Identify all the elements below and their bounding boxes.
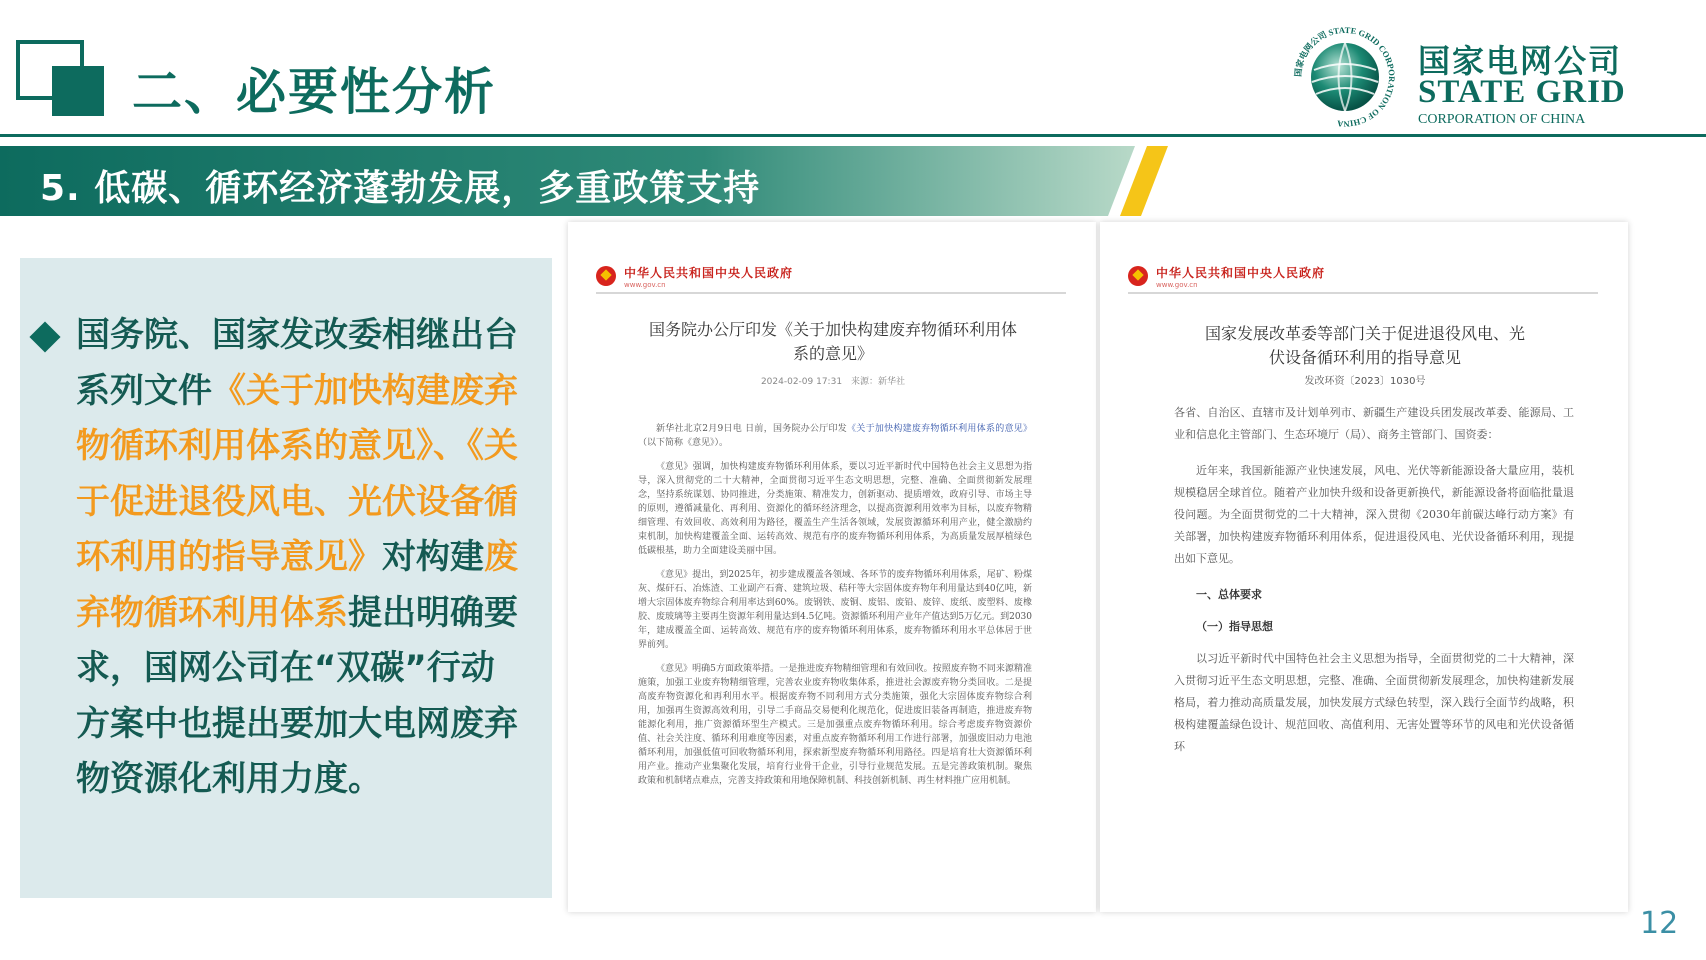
- document-title: [608, 318, 1058, 366]
- document-paragraph: （以下简称《意见》）。: [638, 438, 729, 448]
- document-paragraph: 各省、自治区、直辖市及计划单列市、新疆生产建设兵团发展改革委、能源局、工业和信息化主管部门、生态环境厅（局）、商务主管部门、国资委：: [1174, 406, 1574, 441]
- page-title: 二、必要性分析: [132, 63, 496, 121]
- gov-site-header: [596, 264, 1066, 294]
- document-screenshot-state-council: [568, 222, 1096, 912]
- document-heading: 一、总体要求: [1196, 588, 1262, 601]
- summary-highlight-system: 废弃物循环利用体系: [76, 537, 518, 633]
- title-corner-decoration-fill: [52, 66, 104, 116]
- gov-site-header: [1128, 264, 1598, 294]
- document-screenshot-ndrc: [1100, 222, 1628, 912]
- summary-text-segment: 国务院、国家发改委相继出台系列文件: [76, 315, 518, 411]
- document-title: [1140, 322, 1590, 370]
- document-link[interactable]: 《关于加快构建废弃物循环利用体系的意见》: [847, 424, 1032, 434]
- document-title-line: 系的意见》: [792, 344, 873, 363]
- national-emblem-icon: [1128, 266, 1148, 286]
- state-grid-logo: [1290, 18, 1670, 128]
- summary-text-segment: 提出明确要求，国网公司在“双碳”行动方案中也提出要加大电网废弃物资源化利用力度。: [76, 592, 518, 799]
- gov-site-url: www.gov.cn: [1156, 281, 1198, 289]
- document-meta: 2024-02-09 17:31 来源：新华社: [760, 377, 906, 387]
- document-paragraph: 近年来，我国新能源产业快速发展，风电、光伏等新能源设备大量应用，装机规模稳居全球首位。随着产业加快升级和设备更新换代，新能源设备将面临批量退役问题。为全面贯彻党的二十大精神，深入贯彻《2030年前碳达峰行动方案》有关部署，加快构建废弃物循环利用体系，促进退役风电、光伏设备循环利用，现提出如下意见。: [1174, 464, 1574, 565]
- logo-name-cn: 国家电网公司: [1418, 42, 1623, 80]
- document-paragraph: 《意见》提出，到2025年，初步建成覆盖各领域、各环节的废弃物循环利用体系，尾矿、粉煤灰、煤矸石、冶炼渣、工业副产石膏、建筑垃圾、秸秆等大宗固体废弃物年利用量达到40亿吨，新增大宗固体废弃物综合利用率达到60%。废钢铁、废铜、废铝、废铅、废锌、废纸、废塑料、废橡胶、废玻璃等主要再生资源年利用量达到4.5亿吨。资源循环利用产业年产值达到5万亿元。到2030年，建成覆盖全面、运转高效、规范有序的废弃物循环利用体系，废弃物循环利用水平总体居于世界前列。: [638, 570, 1032, 650]
- document-paragraph: 《意见》明确5方面政策举措。一是推进废弃物精细管理和有效回收。按照废弃物不同来源精准施策，加强工业废弃物精细管理，完善农业废弃物收集体系，推进社会源废弃物分类回收。二是提高废弃物资源化和再利用水平。根据废弃物不同利用方式分类施策，强化大宗固体废弃物综合利用，加强再生资源高效利用，引导二手商品交易便利化规范化，促进废旧装备再制造，推进废弃物能源化利用，推广资源循环型生产模式。三是加强重点废弃物循环利用。综合考虑废弃物资源价值、社会关注度、循环利用难度等因素，对重点废弃物循环利用工作进行部署，加强废旧动力电池循环利用，加强低值可回收物循环利用，探索新型废弃物循环利用路径。四是培育壮大资源循环利用产业。推动产业集聚化发展，培育行业骨干企业，引导行业规范发展。五是完善政策机制。聚焦政策和机制堵点难点，完善支持政策和用地保障机制、科技创新机制、再生材料推广应用机制。: [638, 664, 1032, 786]
- header-divider: [0, 134, 1706, 137]
- document-paragraph: 《意见》强调，加快构建废弃物循环利用体系，要以习近平新时代中国特色社会主义思想为指导，深入贯彻党的二十大精神，全面贯彻习近平生态文明思想，完整、准确、全面贯彻新发展理念，坚持系统谋划、协同推进，分类施策、精准发力，创新驱动、提质增效，政府引导、市场主导的原则，遵循减量化、再利用、资源化的循环经济理念，以提高资源利用效率为目标，以废弃物精细管理、有效回收、高效利用为路径，覆盖生产生活各领域，发展资源循环利用产业，健全激励约束机制，加快构建覆盖全面、运转高效、规范有序的废弃物循环利用体系，为高质量发展厚植绿色低碳根基，助力全面建设美丽中国。: [638, 462, 1032, 556]
- section-subtitle: 5. 低碳、循环经济蓬勃发展，多重政策支持: [40, 168, 761, 209]
- logo-ring-text: 国家电网公司 STATE GRID CORPORATION OF CHINA: [1292, 24, 1398, 130]
- document-title-line: 国务院办公厅印发《关于加快构建废弃物循环利用体: [648, 320, 1017, 339]
- national-emblem-icon: [596, 266, 616, 286]
- gov-site-name: 中华人民共和国中央人民政府: [624, 266, 794, 280]
- document-title-line: 伏设备循环利用的指导意见: [1268, 348, 1461, 367]
- document-paragraph: 新华社北京2月9日电 日前，国务院办公厅印发: [656, 424, 848, 434]
- document-subheading: （一）指导思想: [1196, 620, 1273, 633]
- document-body: [638, 422, 1032, 798]
- state-grid-globe-icon: [1290, 22, 1400, 132]
- page-number: 12: [1640, 906, 1679, 941]
- document-title-line: 国家发展改革委等部门关于促进退役风电、光: [1204, 324, 1525, 343]
- document-number: 发改环资〔2023〕1030号: [1304, 376, 1426, 387]
- gov-site-url: www.gov.cn: [624, 281, 666, 289]
- logo-name-en-sub: CORPORATION OF CHINA: [1418, 112, 1586, 127]
- summary-text: [76, 308, 524, 808]
- document-body: [1174, 402, 1574, 772]
- logo-name-en: STATE GRID: [1418, 74, 1626, 110]
- summary-highlight-documents: 《关于加快构建废弃物循环利用体系的意见》、《关于促进退役风电、光伏设备循环利用的指导意见》: [76, 370, 518, 577]
- document-paragraph: 以习近平新时代中国特色社会主义思想为指导，全面贯彻党的二十大精神，深入贯彻习近平生态文明思想，完整、准确、全面贯彻新发展理念，加快构建新发展格局，着力推动高质量发展，加快发展方式绿色转型，深入践行全面节约战略，积极构建覆盖绿色设计、规范回收、高值利用、无害处置等环节的风电和光伏设备循环: [1174, 652, 1574, 753]
- summary-text-segment: 对构建: [382, 537, 484, 577]
- gov-site-name: 中华人民共和国中央人民政府: [1156, 266, 1326, 280]
